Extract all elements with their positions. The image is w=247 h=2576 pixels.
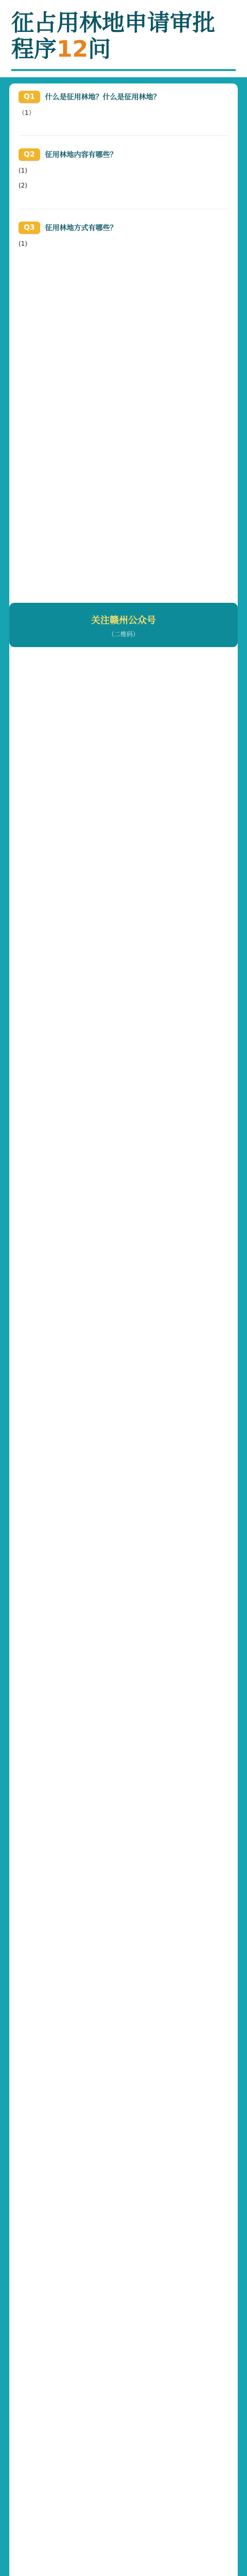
page-title	[11, 10, 236, 62]
promo-banner	[9, 603, 238, 647]
question-row	[19, 148, 228, 161]
question-text: 征用林地内容有哪些？	[45, 151, 117, 160]
question-text: 什么是征用林地？什么是征用林地？	[45, 93, 161, 101]
question-number: Q3	[19, 222, 40, 234]
title-rule	[11, 69, 236, 71]
question-number: Q2	[19, 148, 40, 161]
answer-paragraph: (1)	[19, 240, 27, 247]
title-suffix: 问	[88, 36, 111, 62]
qa-item	[9, 83, 238, 130]
qa-item	[9, 214, 238, 261]
question-row	[19, 222, 228, 234]
qa-panel	[9, 83, 238, 2576]
answer	[19, 108, 228, 118]
qa-item	[9, 141, 238, 203]
divider	[19, 135, 228, 136]
banner-title: 关注赣州公众号	[91, 615, 156, 626]
question-row	[19, 91, 228, 103]
title-prefix: 征占用林地申请审批程序	[11, 10, 215, 62]
answer	[19, 239, 228, 249]
banner-subtitle: （二维码）	[108, 631, 139, 638]
answer-paragraph: (1)	[19, 167, 27, 175]
answer	[19, 166, 228, 191]
question-text: 征用林地方式有哪些？	[45, 224, 117, 232]
answer-paragraph: （1）	[19, 109, 35, 116]
answer-paragraph: (2)	[19, 182, 27, 190]
header	[0, 0, 247, 62]
content-area	[0, 77, 247, 2576]
question-number: Q1	[19, 91, 40, 103]
title-accent: 12	[57, 36, 89, 62]
